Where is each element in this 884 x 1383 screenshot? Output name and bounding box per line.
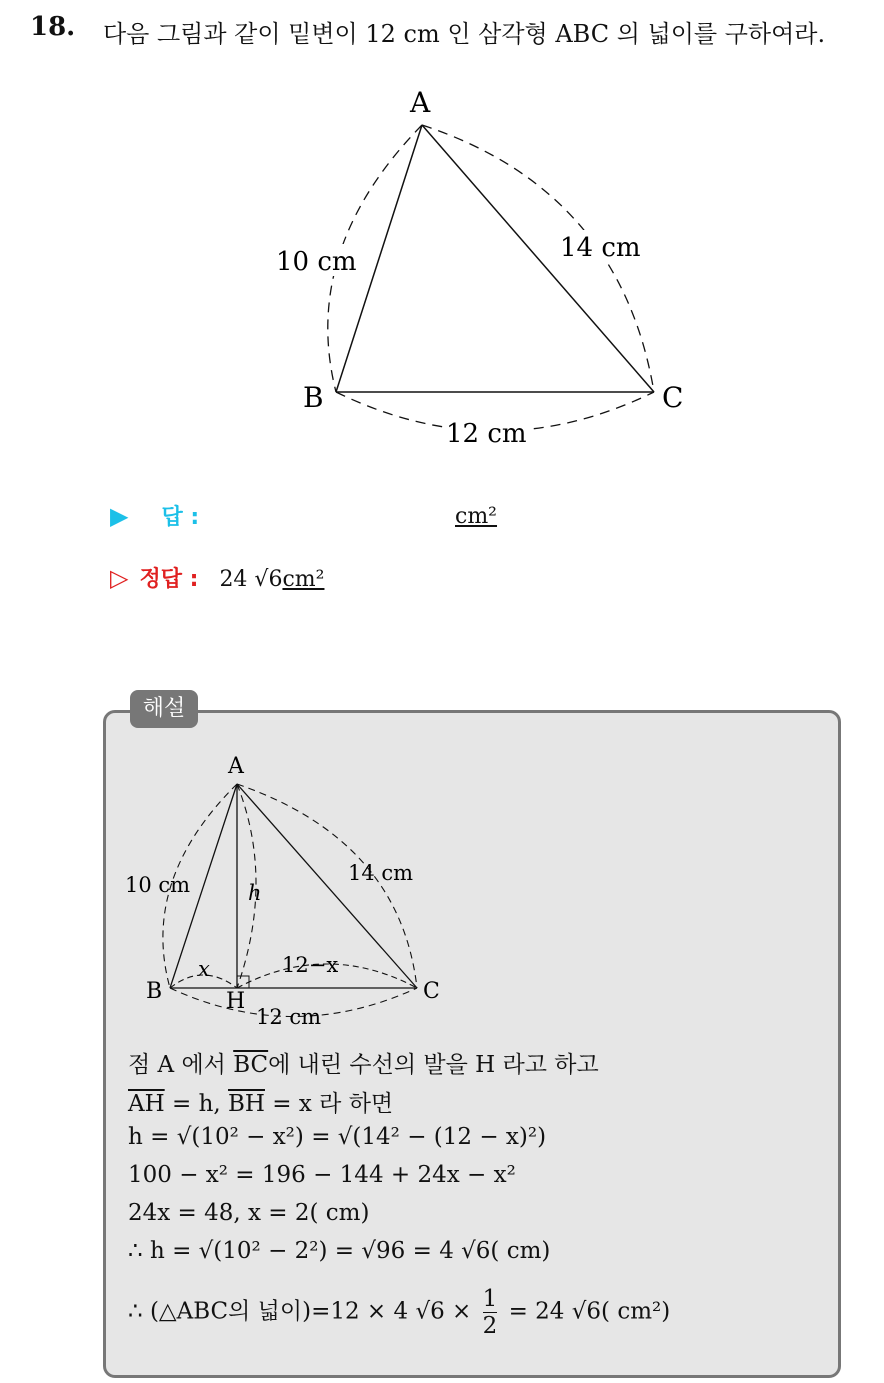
- play-outline-icon: ▷: [110, 564, 129, 592]
- vertex-b-label: B: [303, 381, 324, 414]
- side-ab-label: 10 cm: [276, 247, 357, 277]
- solution-line-4: 100 − x² = 196 − 144 + 24x − x²: [128, 1162, 516, 1188]
- solution-line-6: ∴ h = √(10² − 2²) = √96 = 4 √6( cm): [128, 1238, 551, 1264]
- sol-side-ac: 14 cm: [348, 861, 414, 885]
- answer-unit: cm²: [455, 504, 498, 529]
- side-ac-label: 14 cm: [560, 233, 641, 263]
- correct-answer-label: 정답 :: [139, 567, 199, 592]
- sol-vertex-a: A: [228, 754, 244, 779]
- sol-side-ab: 10 cm: [125, 873, 191, 897]
- solution-line-3: h = √(10² − x²) = √(14² − (12 − x)²): [128, 1124, 547, 1150]
- correct-answer-unit: cm²: [282, 567, 325, 592]
- solution-line-5: 24x = 48, x = 2( cm): [128, 1200, 370, 1226]
- vertex-c-label: C: [662, 381, 684, 414]
- sol-height: h: [248, 881, 262, 905]
- fraction-one-half: $\frac{1}{2}$: [482, 1286, 498, 1339]
- solution-line-1: 점 A 에서 $\overline{BC}$에 내린 수선의 발을 H 라고 하고: [128, 1052, 599, 1078]
- sol-bh: x: [198, 957, 210, 981]
- sol-vertex-h: H: [226, 989, 246, 1014]
- play-icon: ▶: [110, 502, 129, 530]
- correct-answer-value: 24 √6: [219, 567, 283, 592]
- solution-tag: 해설: [130, 690, 198, 728]
- sol-vertex-b: B: [146, 979, 163, 1004]
- sol-hc: 12−x: [282, 953, 339, 977]
- vertex-a-label: A: [410, 86, 431, 119]
- solution-line-7: ∴ (△ABC의 넓이)=12 × 4 √6 × $\frac{1}{2}$ = 24 √6( cm²): [128, 1286, 671, 1339]
- side-bc-label: 12 cm: [446, 419, 527, 449]
- sol-side-bc: 12 cm: [256, 1005, 322, 1029]
- answer-label: 답 :: [161, 505, 200, 530]
- question-number: 18.: [30, 12, 76, 42]
- question-text: 다음 그림과 같이 밑변이 12 cm 인 삼각형 ABC 의 넓이를 구하여라.: [103, 20, 826, 48]
- sol-vertex-c: C: [423, 979, 440, 1004]
- solution-line-2: $\overline{AH} = h$, $\overline{BH} = x$ 라 하면: [128, 1091, 394, 1117]
